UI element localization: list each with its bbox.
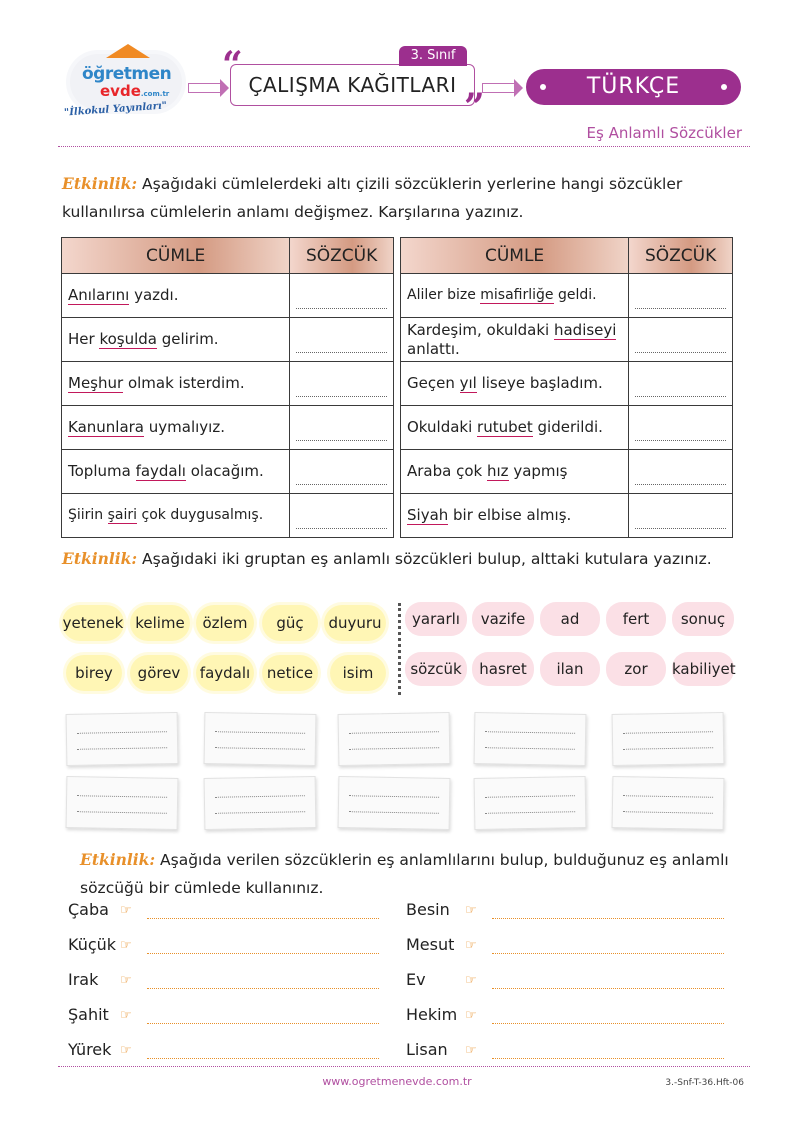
col-header-sentence: CÜMLE [401,238,629,274]
activity-label: Etkinlik: [80,850,156,869]
instruction-text: Aşağıda verilen sözcüklerin eş anlamlılarını bulup, bulduğunuz eş anlamlı sözcüğü bir cümlede kullanınız. [80,851,729,897]
pointing-hand-icon: ☞ [465,1008,477,1023]
instruction-text: Aşağıdaki iki gruptan eş anlamlı sözcükleri bulup, alttaki kutulara yazınız. [137,550,712,568]
answer-slip[interactable] [474,712,587,766]
word-bubble-yellow: görev [130,655,188,691]
pointing-hand-icon: ☞ [120,903,132,918]
activity1-instruction [62,170,742,226]
col-header-word: SÖZCÜK [629,238,733,274]
logo-text-1: öğretmen [82,64,172,84]
answer-line[interactable] [492,1058,724,1059]
logo-roof-icon [106,44,150,58]
word-bubble-pink: ad [540,602,600,636]
word-bubble-yellow: özlem [196,605,254,641]
answer-field[interactable] [290,450,394,494]
pointing-hand-icon: ☞ [465,973,477,988]
word-bubble-pink: sözcük [405,652,467,686]
given-word: Yürek [68,1040,112,1059]
pointing-hand-icon: ☞ [120,938,132,953]
word-bubble-pink: yararlı [405,602,467,636]
arrow-right-icon [482,83,514,93]
answer-field[interactable] [290,406,394,450]
sentence-cell: Şiirin şairi çok duygusalmış. [62,494,290,538]
answer-slip[interactable] [612,776,725,830]
word-bubble-yellow: yetenek [62,605,124,641]
word-bubble-pink: ilan [540,652,600,686]
col-header-sentence: CÜMLE [62,238,290,274]
instruction-text: Aşağıdaki cümlelerdeki altı çizili sözcüklerin yerlerine hangi sözcükler kullanılırsa cümlelerin anlamı değişmez. Karşılarına yazınız. [62,175,683,221]
answer-field[interactable] [290,274,394,318]
activity-label: Etkinlik: [62,549,138,568]
table-row [62,318,394,362]
table-row [401,450,733,494]
table-row [401,318,733,362]
answer-line[interactable] [147,988,379,989]
answer-field[interactable] [290,318,394,362]
sentence-cell: Her koşulda gelirim. [62,318,290,362]
pointing-hand-icon: ☞ [465,903,477,918]
word-bubble-yellow: kelime [130,605,190,641]
group-divider [398,603,401,695]
answer-field[interactable] [629,406,733,450]
table-row [62,494,394,538]
given-word: Irak [68,970,99,989]
sentence-cell: Okuldaki rutubet giderildi. [401,406,629,450]
sentence-cell: Siyah bir elbise almış. [401,494,629,538]
answer-slip[interactable] [474,776,587,830]
table-left [61,237,394,538]
word-bubble-yellow: güç [262,605,318,641]
table-right [400,237,733,538]
answer-field[interactable] [629,494,733,538]
given-word: Küçük [68,935,117,954]
sentence-cell: Kardeşim, okuldaki hadiseyi anlattı. [401,318,629,362]
given-word: Lisan [406,1040,448,1059]
given-word: Ev [406,970,426,989]
answer-field[interactable] [629,450,733,494]
pointing-hand-icon: ☞ [465,1043,477,1058]
grade-badge: 3. Sınıf [399,46,467,66]
answer-slip[interactable] [612,712,725,766]
sentence-cell: Anılarını yazdı. [62,274,290,318]
given-word: Şahit [68,1005,109,1024]
word-bubble-pink: kabiliyet [672,652,734,686]
subject-badge [526,69,741,105]
answer-slip[interactable] [66,712,179,766]
table-row [62,406,394,450]
activity3-instruction [80,846,752,902]
given-word: Besin [406,900,450,919]
answer-line[interactable] [147,1058,379,1059]
divider [58,146,750,147]
page-title: ÇALIŞMA KAĞITLARI [248,73,457,97]
answer-line[interactable] [492,988,724,989]
answer-line[interactable] [147,953,379,954]
divider [58,1066,750,1067]
pointing-hand-icon: ☞ [120,1043,132,1058]
word-bubble-yellow: isim [330,655,386,691]
table-row [62,274,394,318]
answer-slip[interactable] [204,776,317,830]
answer-field[interactable] [629,274,733,318]
given-word: Mesut [406,935,455,954]
answer-field[interactable] [629,318,733,362]
answer-line[interactable] [147,918,379,919]
logo-text-2: evde.com.tr [100,82,170,100]
given-word: Çaba [68,900,109,919]
answer-line[interactable] [492,953,724,954]
word-bubble-yellow: faydalı [196,655,254,691]
bullet-icon [721,84,727,90]
table-row [401,406,733,450]
word-bubble-pink: zor [606,652,666,686]
word-bubble-yellow: duyuru [324,605,386,641]
answer-slip[interactable] [338,712,451,766]
answer-field[interactable] [629,362,733,406]
sentence-cell: Geçen yıl liseye başladım. [401,362,629,406]
word-bubble-pink: hasret [472,652,534,686]
pointing-hand-icon: ☞ [465,938,477,953]
worksheet-code: 3.-Snf-T-36.Hft-06 [665,1078,744,1088]
pointing-hand-icon: ☞ [120,1008,132,1023]
table-row [62,362,394,406]
activity2-instruction [62,545,752,573]
sentence-cell: Araba çok hız yapmış [401,450,629,494]
activity-label: Etkinlik: [62,174,138,193]
col-header-word: SÖZCÜK [290,238,394,274]
word-bubble-yellow: birey [66,655,122,691]
word-bubble-pink: sonuç [672,602,734,636]
arrow-right-icon [188,83,220,93]
sentence-cell: Meşhur olmak isterdim. [62,362,290,406]
word-bubble-yellow: netice [262,655,318,691]
answer-slip[interactable] [204,712,317,766]
answer-line[interactable] [147,1023,379,1024]
word-bubble-pink: fert [606,602,666,636]
table-row [62,450,394,494]
answer-line[interactable] [492,918,724,919]
sentence-cell: Aliler bize misafirliğe geldi. [401,274,629,318]
table-row [401,274,733,318]
answer-line[interactable] [492,1023,724,1024]
sentence-cell: Kanunlara uymalıyız. [62,406,290,450]
pointing-hand-icon: ☞ [120,973,132,988]
answer-field[interactable] [290,494,394,538]
close-quote-icon: ” [464,86,485,128]
bullet-icon [540,84,546,90]
word-bubble-pink: vazife [472,602,534,636]
logo-tagline: "İlkokul Yayınları" [63,100,168,119]
answer-slip[interactable] [66,776,179,830]
topic-label: Eş Anlamlı Sözcükler [586,124,742,142]
table-row [401,494,733,538]
given-word: Hekim [406,1005,458,1024]
open-quote-icon: “ [222,44,243,86]
answer-slip[interactable] [338,776,451,830]
sentence-cell: Topluma faydalı olacağım. [62,450,290,494]
answer-field[interactable] [290,362,394,406]
logo [62,44,192,124]
subject-label: TÜRKÇE [586,74,681,99]
table-row [401,362,733,406]
footer-url[interactable]: www.ogretmenevde.com.tr [322,1075,472,1088]
